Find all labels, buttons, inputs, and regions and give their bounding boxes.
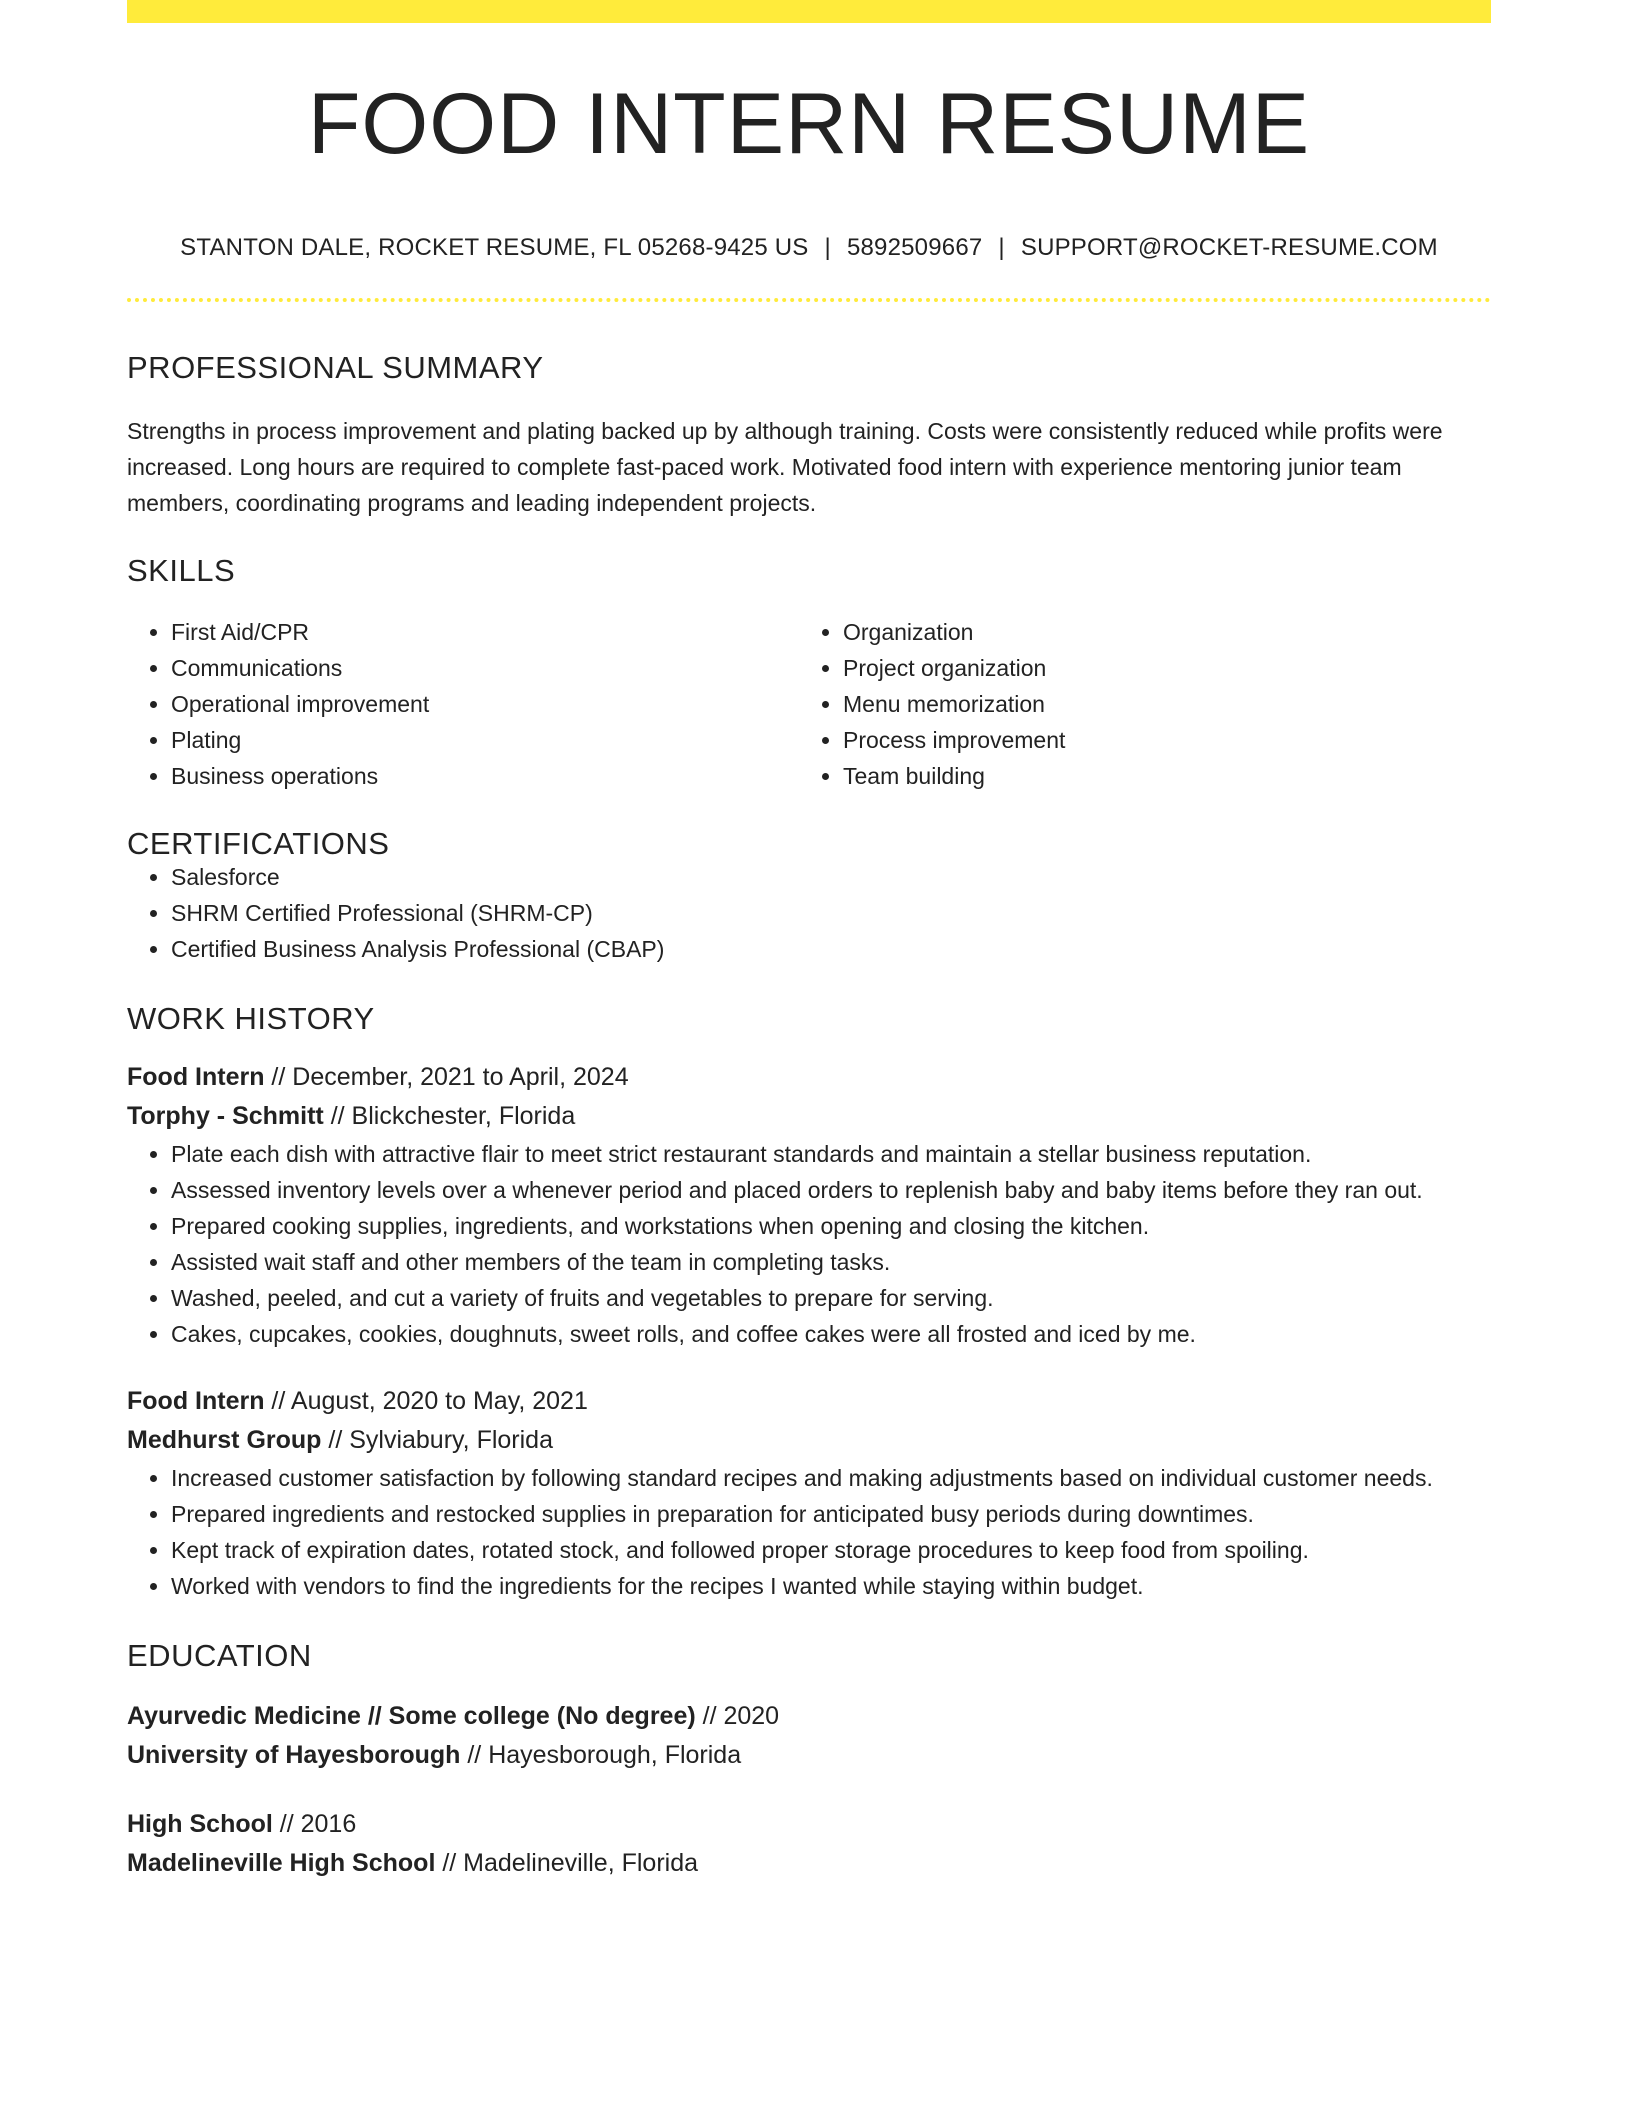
skills-right-list [799, 614, 1471, 794]
education-degree-line [127, 1697, 1491, 1736]
education-degree: High School [127, 1810, 273, 1838]
job-bullet: • Assessed inventory levels over a whenever period and placed orders to replenish baby and baby items before they ran out. [171, 1172, 1491, 1208]
education-school: Madelineville High School [127, 1849, 436, 1877]
job-bullet: • Plate each dish with attractive flair to meet strict restaurant standards and maintain a stellar business reputation. [171, 1136, 1491, 1172]
certification-item: • Salesforce [171, 859, 1491, 895]
job-bullet: • Assisted wait staff and other members of the team in completing tasks. [171, 1244, 1491, 1280]
job-company-line [127, 1421, 1491, 1460]
job-location: // Blickchester, Florida [323, 1102, 576, 1130]
skill-item: • Organization [843, 614, 1471, 650]
job-company-line [127, 1097, 1491, 1136]
certifications-list [127, 859, 1491, 967]
job-dates: // December, 2021 to April, 2024 [264, 1063, 629, 1091]
dotted-divider [127, 298, 1491, 302]
resume-page [127, 0, 1491, 1883]
education-year: // 2016 [272, 1810, 357, 1838]
contact-address: STANTON DALE, ROCKET RESUME, FL 05268-9425 US [180, 234, 809, 261]
contact-line [127, 234, 1491, 262]
job-bullet: • Prepared cooking supplies, ingredients, and workstations when opening and closing the kitchen. [171, 1208, 1491, 1244]
job-bullets [127, 1460, 1491, 1604]
job-bullets [127, 1136, 1491, 1352]
education-degree: Ayurvedic Medicine // Some college (No degree) [127, 1702, 696, 1730]
job-title: Food Intern [127, 1387, 265, 1415]
education-degree-line [127, 1805, 1491, 1844]
job-title-line [127, 1382, 1491, 1421]
education-location: // Madelineville, Florida [435, 1849, 699, 1877]
job-company: Torphy - Schmitt [127, 1102, 324, 1130]
job-location: // Sylviabury, Florida [321, 1426, 553, 1454]
job-bullet: • Kept track of expiration dates, rotated stock, and followed proper storage procedures to keep food from spoiling. [171, 1532, 1491, 1568]
skill-item: • Plating [171, 722, 799, 758]
job-bullet: • Worked with vendors to find the ingredients for the recipes I wanted while staying within budget. [171, 1568, 1491, 1604]
skills-left-list [127, 614, 799, 794]
top-accent-bar [127, 0, 1491, 23]
job-bullet: • Increased customer satisfaction by following standard recipes and making adjustments based on individual customer needs. [171, 1460, 1491, 1496]
job-bullet: • Prepared ingredients and restocked supplies in preparation for anticipated busy periods during downtimes. [171, 1496, 1491, 1532]
contact-separator: | [824, 234, 831, 261]
certification-item: • Certified Business Analysis Professional (CBAP) [171, 931, 1491, 967]
skill-item: • Communications [171, 650, 799, 686]
job-title: Food Intern [127, 1063, 265, 1091]
education-heading: EDUCATION [127, 1638, 312, 1673]
certification-item: • SHRM Certified Professional (SHRM-CP) [171, 895, 1491, 931]
education-year: // 2020 [695, 1702, 780, 1730]
job-bullet: • Cakes, cupcakes, cookies, doughnuts, sweet rolls, and coffee cakes were all frosted and iced by me. [171, 1316, 1491, 1352]
education-school-line [127, 1736, 1491, 1775]
education-location: // Hayesborough, Florida [460, 1741, 742, 1769]
contact-phone: 5892509667 [846, 234, 983, 261]
skill-item: • Operational improvement [171, 686, 799, 722]
skills-heading: SKILLS [127, 553, 236, 588]
skills-columns [127, 614, 1491, 794]
job-bullet: • Washed, peeled, and cut a variety of fruits and vegetables to prepare for serving. [171, 1280, 1491, 1316]
contact-separator: | [998, 234, 1005, 261]
job-company: Medhurst Group [127, 1426, 322, 1454]
education-school-line [127, 1844, 1491, 1883]
contact-email: SUPPORT@ROCKET-RESUME.COM [1020, 234, 1438, 261]
skill-item: • Team building [843, 758, 1471, 794]
skill-item: • Project organization [843, 650, 1471, 686]
education-school: University of Hayesborough [127, 1741, 461, 1769]
resume-title: FOOD INTERN RESUME [307, 76, 1311, 172]
skill-item: • Business operations [171, 758, 799, 794]
skill-item: • Menu memorization [843, 686, 1471, 722]
certifications-heading: CERTIFICATIONS [127, 826, 390, 861]
work-history-heading: WORK HISTORY [127, 1001, 375, 1036]
skill-item: • Process improvement [843, 722, 1471, 758]
summary-heading: PROFESSIONAL SUMMARY [127, 350, 544, 385]
job-title-line [127, 1058, 1491, 1097]
summary-text: Strengths in process improvement and plating backed up by although training. Costs were consistently reduced while profits were increased. Long hours are required to complete fast-paced work. Motivated food intern with experience mentoring junior team members, coordinating programs and leading independent projects. [127, 418, 1443, 516]
job-dates: // August, 2020 to May, 2021 [264, 1387, 588, 1415]
skill-item: • First Aid/CPR [171, 614, 799, 650]
